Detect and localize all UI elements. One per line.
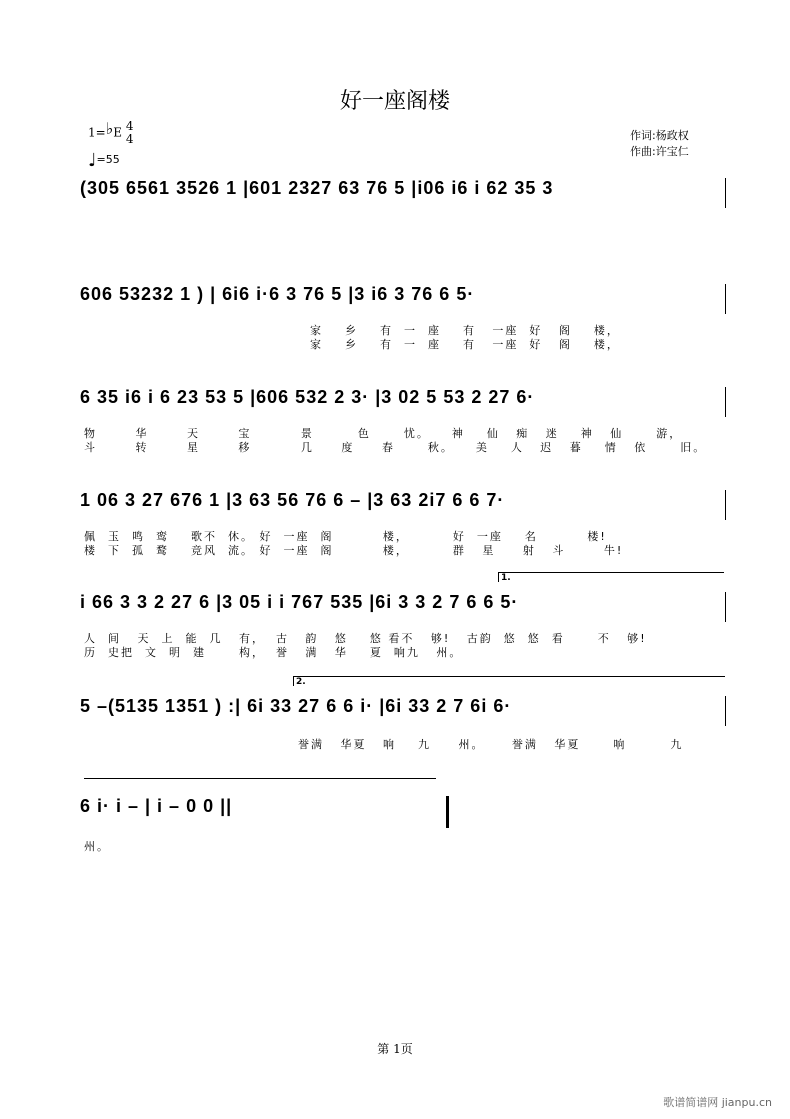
lyrics-verse-1: 州。 — [84, 840, 110, 853]
flat-icon: ♭ — [105, 118, 114, 138]
notes: 1 06 3 27 676 1 |3 63 56 76 6 – |3 63 2i7 6 6 7· — [80, 490, 505, 510]
quarter-note-icon: ♩ — [88, 150, 97, 171]
barline — [725, 490, 726, 520]
lyrics-verse-2: 家 乡 有 一 座 有 一座 好 阁 楼， — [310, 338, 620, 351]
lyrics-verse-1: 誉满 华夏 响 九 州。 誉满 华夏 响 九 — [298, 738, 684, 751]
time-unit: 4 — [125, 132, 134, 146]
lyrics-verse-2: 楼 下 孤 鹜 竞风 流。 好 一座 阁 楼， 群 星 射 斗 牛! — [84, 544, 624, 557]
song-title: 好一座阁楼 — [339, 89, 450, 114]
page-number: 第 1页 — [377, 1042, 413, 1056]
lyrics-verse-1: 家 乡 有 一 座 有 一座 好 阁 楼， — [310, 324, 620, 337]
key-signature — [88, 120, 133, 146]
phrase-bracket — [84, 778, 436, 779]
key-prefix: 1= — [88, 125, 106, 140]
time-beats: 4 — [125, 119, 134, 133]
volta-bracket-1 — [498, 572, 724, 573]
volta-number-2: 2. — [296, 677, 306, 687]
notes: 6 35 i6 i 6 23 53 5 |606 532 2 3· |3 02 5 53 2 27 6· — [80, 387, 535, 407]
tempo-marking — [88, 150, 120, 171]
barline — [725, 696, 726, 726]
notes: i 66 3 3 2 27 6 |3 05 i i 767 535 |6i 3 3 2 7 6 6 5· — [80, 592, 519, 612]
lyrics-verse-2: 历 史把 文 明 建 构， 誉 满 华 夏 响九 州。 — [84, 646, 463, 659]
lyrics-verse-2: 斗 转 星 移 几 度 春 秋。 美 人 迟 暮 情 依 旧。 — [84, 441, 707, 454]
volta-bracket-2-hook — [293, 676, 294, 686]
notes: (305 6561 3526 1 |601 2327 63 76 5 |i06 i6 i 62 35 3 — [80, 178, 554, 198]
notes: 606 53232 1 ) | 6i6 i·6 3 76 5 |3 i6 3 76 6 5· — [80, 284, 475, 304]
notes: 5 –(5135 1351 ) :| 6i 33 27 6 6 i· |6i 33 2 7 6i 6· — [80, 696, 512, 716]
barline — [725, 592, 726, 622]
barline — [725, 284, 726, 314]
key-note: E — [113, 125, 123, 140]
lyricist: 作词:杨政权 — [630, 129, 689, 142]
time-signature — [126, 120, 134, 146]
lyrics-verse-1: 物 华 天 宝 景 色 忧。 神 仙 痴 迷 神 仙 游， — [84, 427, 683, 440]
lyrics-verse-1: 佩 玉 鸣 鸾 歌不 休。 好 一座 阁 楼， 好 一座 名 楼! — [84, 530, 607, 543]
volta-number-1: 1. — [501, 573, 511, 583]
barline — [725, 178, 726, 208]
volta-bracket-1-hook — [498, 572, 499, 582]
notes: 6 i· i – | i – 0 0 || — [80, 796, 233, 816]
barline — [725, 387, 726, 417]
tempo-value: =55 — [96, 153, 120, 166]
watermark: 歌谱简谱网 jianpu.cn — [663, 1096, 772, 1109]
final-barline — [446, 796, 449, 828]
credits — [630, 128, 689, 160]
lyrics-verse-1: 人 间 天 上 能 几 有， 古 韵 悠 悠 看不 够! 古韵 悠 悠 看 不 够! — [84, 632, 647, 645]
composer: 作曲:许宝仁 — [630, 145, 689, 158]
volta-bracket-2 — [293, 676, 725, 677]
